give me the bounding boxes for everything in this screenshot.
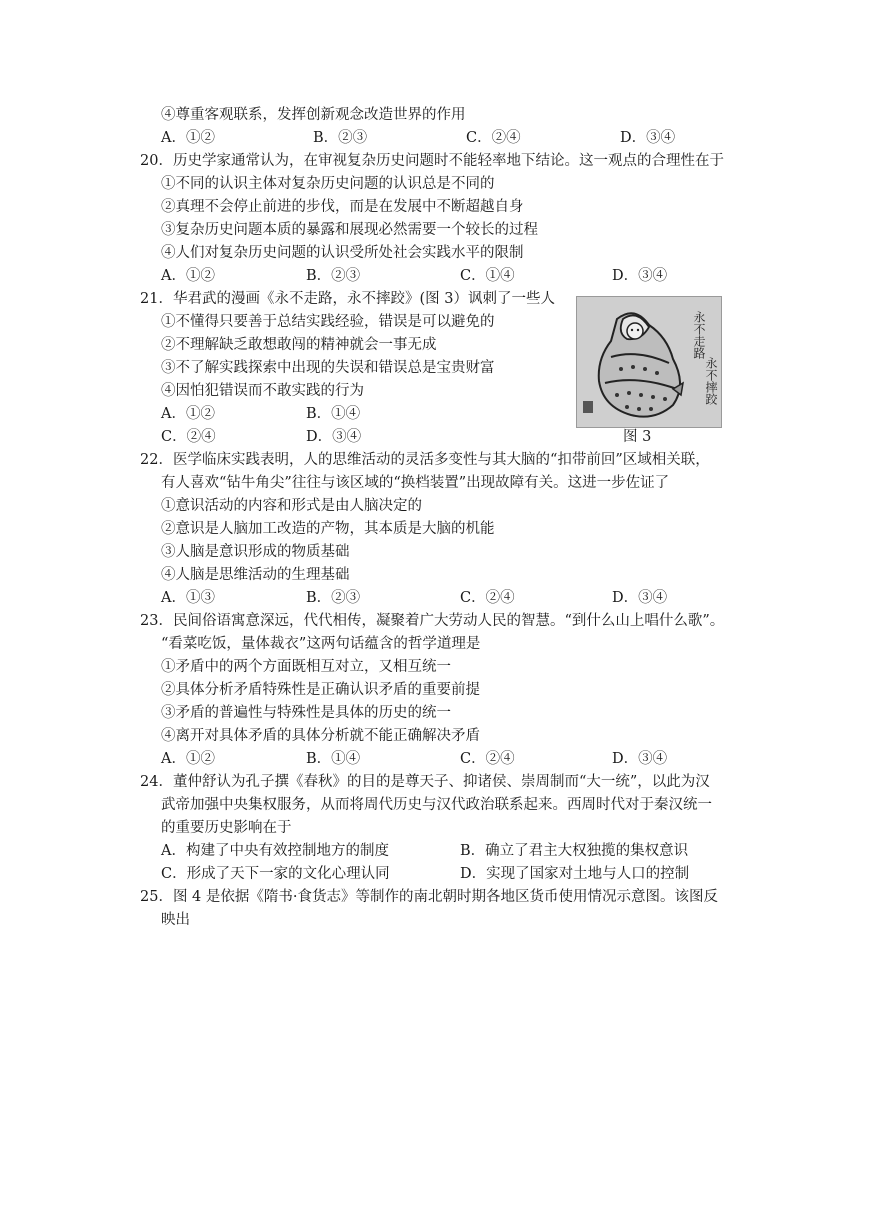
q22-item-1: ①意识活动的内容和形式是由人脑决定的: [161, 498, 422, 514]
q23-item-4: ④离开对具体矛盾的具体分析就不能正确解决矛盾: [161, 728, 480, 744]
q21-item-3: ③不了解实践探索中出现的失误和错误总是宝贵财富: [161, 360, 495, 376]
q22-item-3: ③人脑是意识形成的物质基础: [161, 544, 350, 560]
q19-option-c: C．②④: [466, 130, 521, 146]
q22-stem-line-2: 有人喜欢“钻牛角尖”往往与该区域的“换档装置”出现故障有关。这进一步佐证了: [161, 475, 670, 491]
q21-option-c: C．②④: [161, 429, 216, 445]
q23-option-c: C．②④: [460, 751, 515, 767]
q20-item-3: ③复杂历史问题本质的暴露和展现必然需要一个较长的过程: [161, 222, 538, 238]
figure-3-cartoon: [576, 296, 722, 428]
q23-item-3: ③矛盾的普遍性与特殊性是具体的历史的统一: [161, 705, 451, 721]
q23-stem-line-1: 23．民间俗语寓意深远，代代相传，凝聚着广大劳动人民的智慧。“到什么山上唱什么歌”。: [140, 613, 725, 629]
q23-item-2: ②具体分析矛盾特殊性是正确认识矛盾的重要前提: [161, 682, 480, 698]
q21-option-a: A．①②: [161, 406, 215, 422]
q24-option-b: B．确立了君主大权独揽的集权意识: [460, 843, 689, 859]
q23-option-a: A．①②: [161, 751, 215, 767]
q24-option-c: C．形成了天下一家的文化心理认同: [161, 866, 390, 882]
q23-item-1: ①矛盾中的两个方面既相互对立，又相互统一: [161, 659, 451, 675]
q24-option-a: A．构建了中央有效控制地方的制度: [161, 843, 389, 859]
q20-item-4: ④人们对复杂历史问题的认识受所处社会实践水平的限制: [161, 245, 524, 261]
q22-item-4: ④人脑是思维活动的生理基础: [161, 567, 350, 583]
q24-stem-line-2: 武帝加强中央集权服务，从而将周代历史与汉代政治联系起来。西周时代对于秦汉统一: [161, 797, 712, 813]
q20-stem: 20．历史学家通常认为，在审视复杂历史问题时不能轻率地下结论。这一观点的合理性在于: [140, 153, 724, 169]
q19-item-4: ④尊重客观联系，发挥创新观念改造世界的作用: [161, 107, 466, 123]
q24-stem-line-1: 24．董仲舒认为孔子撰《春秋》的目的是尊天子、抑诸侯、崇周制而“大一统”，以此为汉: [140, 774, 710, 790]
figure-3-caption: 图 3: [623, 429, 652, 445]
q23-option-b: B．①④: [306, 751, 361, 767]
q24-option-d: D．实现了国家对土地与人口的控制: [460, 866, 690, 882]
figure-3-title-2: 永不摔跤: [704, 357, 718, 405]
q20-item-2: ②真理不会停止前进的步伐，而是在发展中不断超越自身: [161, 199, 524, 215]
q23-option-d: D．③④: [612, 751, 668, 767]
q21-item-1: ①不懂得只要善于总结实践经验，错误是可以避免的: [161, 314, 495, 330]
q20-item-1: ①不同的认识主体对复杂历史问题的认识总是不同的: [161, 176, 495, 192]
q22-item-2: ②意识是人脑加工改造的产物，其本质是大脑的机能: [161, 521, 495, 537]
q22-stem-line-1: 22．医学临床实践表明，人的思维活动的灵活多变性与其大脑的“扣带前回”区域相关联，: [140, 452, 710, 468]
q20-option-b: B．②③: [306, 268, 361, 284]
q22-option-a: A．①③: [161, 590, 215, 606]
q20-option-d: D．③④: [612, 268, 668, 284]
q21-item-4: ④因怕犯错误而不敢实践的行为: [161, 383, 364, 399]
q22-option-d: D．③④: [612, 590, 668, 606]
q24-stem-line-3: 的重要历史影响在于: [161, 820, 292, 836]
q21-option-b: B．①④: [306, 406, 361, 422]
q21-stem: 21．华君武的漫画《永不走路，永不摔跤》(图 3）讽刺了一些人: [140, 291, 555, 307]
q20-option-c: C．①④: [460, 268, 515, 284]
q23-stem-line-2: “看菜吃饭，量体裁衣”这两句话蕴含的哲学道理是: [161, 636, 481, 652]
q22-option-b: B．②③: [306, 590, 361, 606]
q19-option-a: A．①②: [161, 130, 215, 146]
q21-option-d: D．③④: [306, 429, 362, 445]
q19-option-d: D．③④: [620, 130, 676, 146]
q22-option-c: C．②④: [460, 590, 515, 606]
q25-stem-line-1: 25．图 4 是依据《隋书·食货志》等制作的南北朝时期各地区货币使用情况示意图。该图反: [140, 889, 718, 905]
figure-3-title-1: 永不走路: [692, 311, 706, 359]
q20-option-a: A．①②: [161, 268, 215, 284]
q25-stem-line-2: 映出: [161, 912, 190, 928]
q21-item-2: ②不理解缺乏敢想敢闯的精神就会一事无成: [161, 337, 437, 353]
q19-option-b: B．②③: [313, 130, 368, 146]
